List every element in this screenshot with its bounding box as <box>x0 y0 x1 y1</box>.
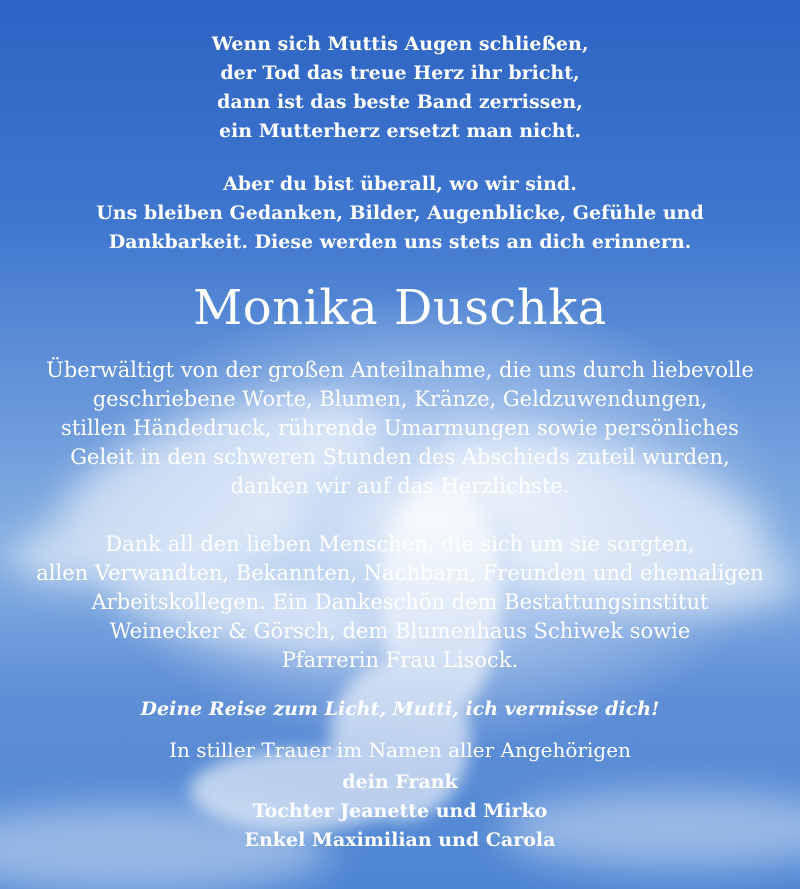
poem-line: dann ist das beste Band zerrissen, <box>217 91 583 113</box>
signer-name: Tochter Jeanette und Mirko <box>252 800 548 822</box>
thanks-paragraph-1 <box>0 356 800 501</box>
signer-name: dein Frank <box>342 771 458 793</box>
paragraph-line: Geleit in den schweren Stunden des Abschieds zuteil wurden, <box>70 445 730 469</box>
poem-line: ein Mutterherz ersetzt man nicht. <box>218 120 582 142</box>
paragraph-line: Dank all den lieben Menschen, die sich um sie sorgten, <box>105 532 695 556</box>
paragraph-line: stillen Händedruck, rührende Umarmungen sowie persönliches <box>61 416 739 440</box>
signers-list <box>0 768 800 855</box>
paragraph-line: Überwältigt von der großen Anteilnahme, die uns durch liebevolle <box>46 358 754 382</box>
deceased-name: Monika Duschka <box>193 280 607 336</box>
paragraph-line: danken wir auf das Herzlichste. <box>230 474 570 498</box>
poem-stanza-1 <box>0 30 800 146</box>
motto-line: Deine Reise zum Licht, Mutti, ich vermisse dich! <box>140 698 660 720</box>
poem-line: Aber du bist überall, wo wir sind. <box>223 173 577 195</box>
thanks-paragraph-2 <box>0 530 800 675</box>
poem-line: der Tod das treue Herz ihr bricht, <box>220 62 580 84</box>
paragraph-line: allen Verwandten, Bekannten, Nachbarn, Freunden und ehemaligen <box>36 561 764 585</box>
poem-stanza-2 <box>0 170 800 257</box>
poem-line: Wenn sich Muttis Augen schließen, <box>211 33 589 55</box>
paragraph-line: Pfarrerin Frau Lisock. <box>281 648 519 672</box>
paragraph-line: geschriebene Worte, Blumen, Kränze, Geldzuwendungen, <box>92 387 708 411</box>
signer-name: Enkel Maximilian und Carola <box>244 829 556 851</box>
paragraph-line: Arbeitskollegen. Ein Dankeschön dem Bestattungsinstitut <box>91 590 709 614</box>
poem-line: Dankbarkeit. Diese werden uns stets an dich erinnern. <box>108 231 692 253</box>
mourning-intro: In stiller Trauer im Namen aller Angehörigen <box>169 738 631 762</box>
poem-line: Uns bleiben Gedanken, Bilder, Augenblicke, Gefühle und <box>96 202 704 224</box>
paragraph-line: Weinecker & Görsch, dem Blumenhaus Schiwek sowie <box>109 619 691 643</box>
